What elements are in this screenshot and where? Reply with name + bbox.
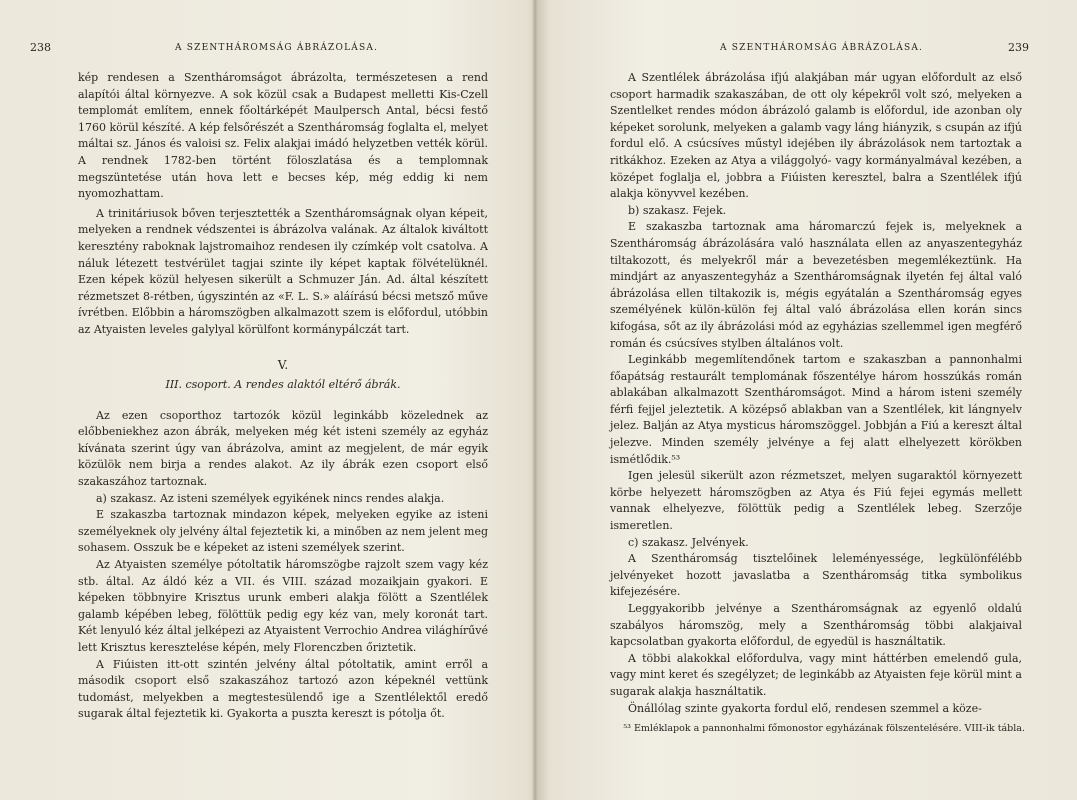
paragraph: Az ezen csoporthoz tartozók közül leginkább közelednek az előbbeniekhez azon ábrák, melyeken még két isteni személy az egyház kívánata szerint úgy van ábrázolva, amint az megjelent, de már egyik közülök nem birja a rendes alakot. Az ily ábrák ezen csoport első szakaszához tartoznak.	[78, 408, 488, 489]
paragraph: A Fiúisten itt-ott szintén jelvény által pótoltatik, amint erről a második csoport első szakaszához tartozó azon képeknél vettünk tudomást, melyekben a megtestesülendő ige a Szentlélektől eredő sugarak által fejeztetik ki. Gyakorta a puszta kereszt is pótolja őt.	[78, 657, 488, 721]
paragraph: a) szakasz. Az isteni személyek egyikének nincs rendes alakja.	[96, 491, 445, 505]
paragraph: kép rendesen a Szentháromságot ábrázolta, természetesen a rend alapítói által környezve. A sok közül csak a Budapest melletti Kis-Czell templomát említem, ennek főoltárképét Maulpersch Antal, bécsi festő 1760 körül készíté. A kép felsőrészét a Szentháromság foglalta el, melyet máltai sz. János és valoisi sz. Felix alakjai imádó helyzetben vették körül. A rendnek 1782-ben történt föloszlatása és a templomnak megszüntetése után hova lett e becses kép, még eddig ki nem nyomozhattam.	[78, 71, 488, 201]
paragraph: Leggyakoribb jelvénye a Szentháromságnak az egyenlő oldalú szabályos háromszög, mely a Szentháromság többi alakjaival kapcsolatban gyakorta előfordul, de egyedül is használtatik.	[610, 602, 1022, 649]
running-head: A SZENTHÁROMSÁG ÁBRÁZOLÁSA.	[175, 43, 379, 53]
paragraph: A többi alakokkal előfordulva, vagy mint háttérben emelendő gula, vagy mint keret és szegélyzet; de leginkább az Atyaisten feje körül mint a sugarak alakja használtatik.	[610, 651, 1022, 698]
running-head: A SZENTHÁROMSÁG ÁBRÁZOLÁSA.	[720, 43, 924, 53]
paragraph: A Szentlélek ábrázolása ifjú alakjában már ugyan előfordult az első csoport harmadik szakaszában, de ott oly képekről volt szó, melyeken a Szentlelket rendes módon ábrázoló galamb is előfordul, ide azonban oly képeket sorolunk, melyeken a galamb vagy láng hiányzik, s csupán az ifjú fordul elő. A csúcsíves műstyl idejében ily ábrázolások nem tartoztak a ritkákhoz. Ezeken az Atya a világgolyó- vagy kormányalmával kezében, a középet foglalja el, jobbra a Fiúisten keresztel, balra a Szentlélek ifjú alakja könyvvel kezében.	[610, 71, 1022, 201]
paragraph: Leginkább megemlítendőnek tartom e szakaszban a pannonhalmi főapátság restaurált templomának főszentélye három hosszúkás román ablakában alkalmazott Szentháromságot. Mind a három isteni személy férfi fejjel jeleztetik. A középső ablakban van a Szentlélek, kit lángnyelv jelez. Balján az Atya mysticus háromszöggel. Jobbján a Fiú a kereszt által jelezve. Minden személy jelvénye a fej alatt elhelyezett körökben ismétlődik.⁵³	[610, 353, 1022, 466]
page-number: 239	[1008, 41, 1029, 54]
paragraph: b) szakasz. Fejek.	[628, 203, 727, 217]
paragraph: Igen jelesül sikerült azon rézmetszet, melyen sugaraktól környezett körbe helyezett háromszögben az Atya és Fiú fejei egymás mellett vannak elhelyezve, fölöttük pedig a Szentlélek lebeg. Szerzője ismeretlen.	[610, 469, 1022, 533]
right-text-block	[610, 70, 1022, 717]
page-number: 238	[30, 41, 51, 54]
paragraph: c) szakasz. Jelvények.	[628, 535, 749, 549]
paragraph: Önállólag szinte gyakorta fordul elő, rendesen szemmel a köze-	[628, 701, 982, 715]
paragraph: E szakaszba tartoznak ama háromarczú fejek is, melyeknek a Szentháromság ábrázolására való használata ellen az anyaszentegyház tiltakozott, és melyekről már a bevezetésben megemlékeztünk. Ha mindjárt az anyaszentegyház a Szentháromságnak ilyetén fej által való ábrázolása ellen tiltakozik is, mégis egyátalán a Szentháromság egyes személyének külön-külön fej által való ábrázolása ellen korán sincs kifogása, sőt az ily ábrázolási mód az egyházias szellemmel igen megférő román és csúcsíves stylben általános volt.	[610, 220, 1022, 350]
left-page	[0, 0, 532, 800]
paragraph: E szakaszba tartoznak mindazon képek, melyeken egyike az isteni személyeknek oly jelvény által fejeztetik ki, a minőben az nem jelent meg sohasem. Osszuk be e képeket az isteni személyek szerint.	[78, 508, 488, 555]
paragraph: A trinitáriusok bőven terjesztették a Szentháromságnak olyan képeit, melyeken a rendnek védszentei is ábrázolva valának. Az általok kiváltott keresztény raboknak lajstromaihoz rendesen ily czímkép volt csatolva. A náluk létezett testvérület tagjai szinte ily képet kaptak fölvételüknél. Ezen képek közül helyesen sikerült a Schmuzer Ján. Ad. által készített rézmetszet 8-rétben, úgyszintén az «F. L. S.» aláírású bécsi metsző műve ívrétben. Előbbin a háromszögben alkalmazott szem is előfordul, utóbbin az Atyaisten leveles galylyal körülfont kormánypálczát tart.	[78, 206, 488, 336]
right-page	[538, 0, 1077, 800]
paragraph: Az Atyaisten személye pótoltatik háromszögbe rajzolt szem vagy kéz stb. által. Az áldó kéz a VII. és VIII. század mozaikjain gyakori. E képeken többnyire Krisztus urunk emberi alakja fölött a Szentlélek galamb képében lebeg, fölöttük pedig egy kéz van, mely koronát tart. Két lenyuló kéz által jelképezi az Atyaistent Verrochio Andrea világhírűvé lett Krisztus keresztelése képén, mely Florenczben őriztetik.	[78, 558, 488, 654]
section-title: III. csoport. A rendes alaktól eltérő ábrák.	[165, 378, 401, 392]
paragraph: A Szentháromság tisztelőinek leleményessége, legkülönfélébb jelvényeket hozott javaslatba a Szentháromság titka symbolikus kifejezésére.	[610, 552, 1022, 599]
left-text-block	[78, 70, 488, 723]
section-number: V.	[277, 357, 289, 372]
footnote: ⁵³ Emléklapok a pannonhalmi főmonostor egyházának fölszentelésére. VIII-ik tábla.	[623, 723, 1025, 734]
